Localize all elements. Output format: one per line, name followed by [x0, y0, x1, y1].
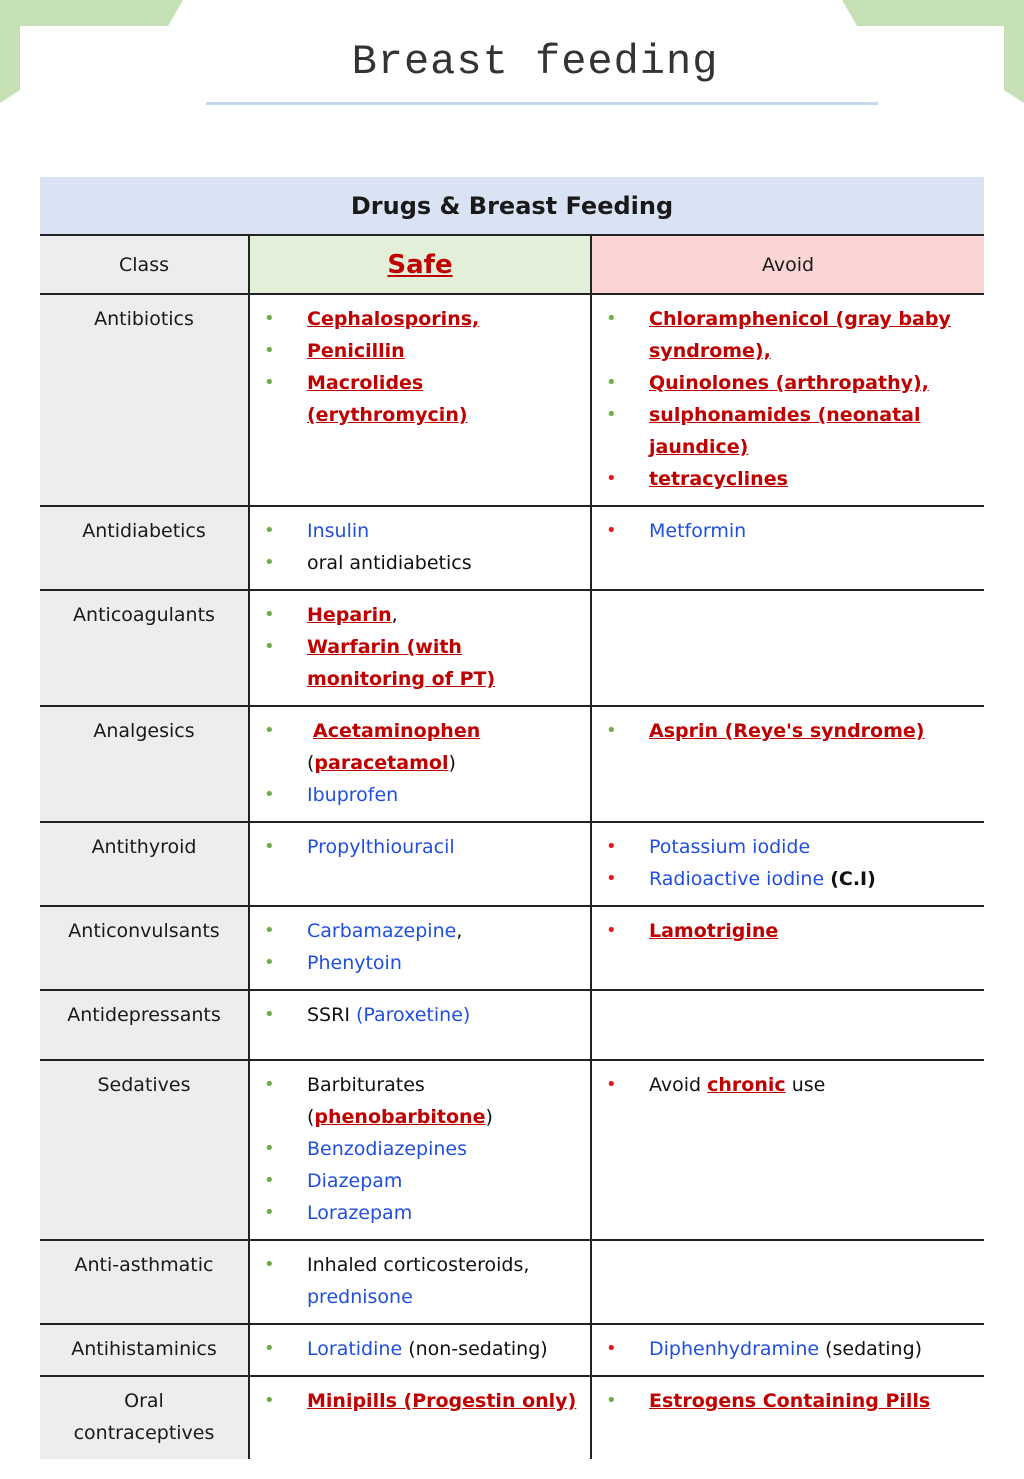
- drug-name: Loratidine: [307, 1338, 403, 1360]
- drug-name: Estrogens Containing Pills: [649, 1390, 931, 1412]
- list-item: [592, 863, 984, 895]
- drug-name: paracetamol: [314, 752, 449, 774]
- avoid-cell: [591, 1376, 984, 1459]
- safe-cell: [249, 1240, 591, 1324]
- list-item: [250, 1385, 590, 1417]
- avoid-cell: [591, 1060, 984, 1240]
- drug-name: Lorazepam: [307, 1202, 413, 1224]
- drug-name: Quinolones (arthropathy),: [649, 372, 929, 394]
- list-item: [250, 335, 590, 367]
- drug-name: Benzodiazepines: [307, 1138, 467, 1160]
- list-item: [250, 515, 590, 547]
- punctuation: (: [307, 752, 315, 774]
- list-item: [592, 303, 984, 367]
- class-cell: Antidiabetics: [40, 506, 249, 590]
- list-item: [250, 1069, 590, 1133]
- table-title: Drugs & Breast Feeding: [40, 177, 984, 235]
- list-item: [592, 915, 984, 947]
- class-cell: Antibiotics: [40, 294, 249, 506]
- table-row: [40, 906, 984, 990]
- header-safe: [249, 235, 591, 294]
- table-row: [40, 1376, 984, 1459]
- drug-name: Diphenhydramine: [649, 1338, 820, 1360]
- drugs-breastfeeding-table: [40, 177, 984, 1459]
- list-item: [250, 715, 590, 779]
- list-item: [592, 715, 984, 747]
- class-cell: Antihistaminics: [40, 1324, 249, 1376]
- table-row: [40, 706, 984, 822]
- safe-cell: [249, 990, 591, 1060]
- list-item: [250, 599, 590, 631]
- table-row: [40, 1060, 984, 1240]
- class-cell: Anticoagulants: [40, 590, 249, 706]
- class-cell: Antithyroid: [40, 822, 249, 906]
- drug-name: Penicillin: [307, 340, 405, 362]
- drug-name: Barbiturates: [307, 1074, 425, 1096]
- class-cell: Anti-asthmatic: [40, 1240, 249, 1324]
- list-item: [250, 1249, 590, 1313]
- list-item: [250, 831, 590, 863]
- drug-name: Diazepam: [307, 1170, 403, 1192]
- drug-name: SSRI: [307, 1004, 350, 1026]
- header-class: Class: [40, 235, 249, 294]
- list-item: [250, 947, 590, 979]
- list-item: [592, 463, 984, 495]
- avoid-cell: [591, 706, 984, 822]
- list-item: [250, 547, 590, 579]
- table-row: [40, 990, 984, 1060]
- class-cell: Antidepressants: [40, 990, 249, 1060]
- list-item: [250, 1197, 590, 1229]
- contraindicated-tag: (C.I): [830, 868, 876, 890]
- drug-name: Metformin: [649, 520, 747, 542]
- punctuation: ,: [391, 604, 398, 626]
- note-text: use: [791, 1074, 826, 1096]
- list-item: [250, 1133, 590, 1165]
- list-item: [250, 303, 590, 335]
- drug-name: oral antidiabetics: [307, 552, 472, 574]
- table-row: [40, 590, 984, 706]
- page-title: Breast feeding: [351, 38, 719, 86]
- class-cell: Anticonvulsants: [40, 906, 249, 990]
- header-safe-label: Safe: [387, 249, 453, 280]
- avoid-cell: [591, 506, 984, 590]
- drug-name: Radioactive iodine: [649, 868, 825, 890]
- drug-name: Ibuprofen: [307, 784, 399, 806]
- avoid-cell: [591, 294, 984, 506]
- list-item: [250, 999, 590, 1031]
- list-item: [592, 1385, 984, 1417]
- avoid-cell: [591, 1324, 984, 1376]
- drug-name: Minipills (Progestin only): [307, 1390, 577, 1412]
- drug-name: Cephalosporins,: [307, 308, 480, 330]
- punctuation: (: [307, 1106, 315, 1128]
- drug-name: Chloramphenicol (gray baby syndrome),: [649, 308, 951, 362]
- drug-name: Insulin: [307, 520, 370, 542]
- drug-name: sulphonamides (neonatal jaundice): [649, 404, 921, 458]
- drug-name: Asprin (Reye's syndrome): [649, 720, 925, 742]
- safe-cell: [249, 1060, 591, 1240]
- avoid-cell: [591, 1240, 984, 1324]
- drug-name: Heparin: [307, 604, 392, 626]
- punctuation: ): [448, 752, 456, 774]
- drug-name: Lamotrigine: [649, 920, 779, 942]
- list-item: [592, 831, 984, 863]
- list-item: [250, 367, 590, 431]
- drug-name: Propylthiouracil: [307, 836, 455, 858]
- list-item: [592, 515, 984, 547]
- safe-cell: [249, 294, 591, 506]
- drug-note: (non-sedating): [408, 1338, 548, 1360]
- punctuation: ,: [456, 920, 463, 942]
- drug-name: Carbamazepine: [307, 920, 457, 942]
- safe-cell: [249, 906, 591, 990]
- list-item: [250, 631, 590, 695]
- list-item: [592, 367, 984, 399]
- table-row: [40, 1324, 984, 1376]
- note-text: Avoid: [649, 1074, 702, 1096]
- drug-name: Warfarin (with monitoring of PT): [307, 636, 496, 690]
- note-emphasis: chronic: [707, 1074, 786, 1096]
- avoid-cell: [591, 822, 984, 906]
- avoid-cell: [591, 590, 984, 706]
- table-row: [40, 1240, 984, 1324]
- drug-name: Macrolides (erythromycin): [307, 372, 468, 426]
- class-cell: Sedatives: [40, 1060, 249, 1240]
- safe-cell: [249, 1376, 591, 1459]
- list-item: [250, 915, 590, 947]
- table-row: [40, 822, 984, 906]
- list-item: [592, 1333, 984, 1365]
- list-item: [592, 399, 984, 463]
- safe-cell: [249, 822, 591, 906]
- drug-name: (Paroxetine): [355, 1004, 471, 1026]
- list-item: [592, 1069, 984, 1101]
- drug-note: (sedating): [825, 1338, 923, 1360]
- drug-name: phenobarbitone: [314, 1106, 486, 1128]
- drug-name: Inhaled corticosteroids,: [307, 1254, 530, 1276]
- punctuation: ): [485, 1106, 493, 1128]
- safe-cell: [249, 706, 591, 822]
- title-underline: [206, 102, 878, 105]
- safe-cell: [249, 506, 591, 590]
- safe-cell: [249, 1324, 591, 1376]
- drug-name: prednisone: [307, 1286, 413, 1308]
- table-row: [40, 506, 984, 590]
- class-cell: Analgesics: [40, 706, 249, 822]
- list-item: [250, 779, 590, 811]
- safe-cell: [249, 590, 591, 706]
- drug-name: Potassium iodide: [649, 836, 811, 858]
- drug-name: Acetaminophen: [313, 720, 481, 742]
- list-item: [250, 1165, 590, 1197]
- list-item: [250, 1333, 590, 1365]
- drug-name: Phenytoin: [307, 952, 402, 974]
- table-row: [40, 294, 984, 506]
- avoid-cell: [591, 990, 984, 1060]
- class-cell: Oral contraceptives: [40, 1376, 249, 1459]
- drug-name: tetracyclines: [649, 468, 788, 490]
- header-avoid: Avoid: [591, 235, 984, 294]
- avoid-cell: [591, 906, 984, 990]
